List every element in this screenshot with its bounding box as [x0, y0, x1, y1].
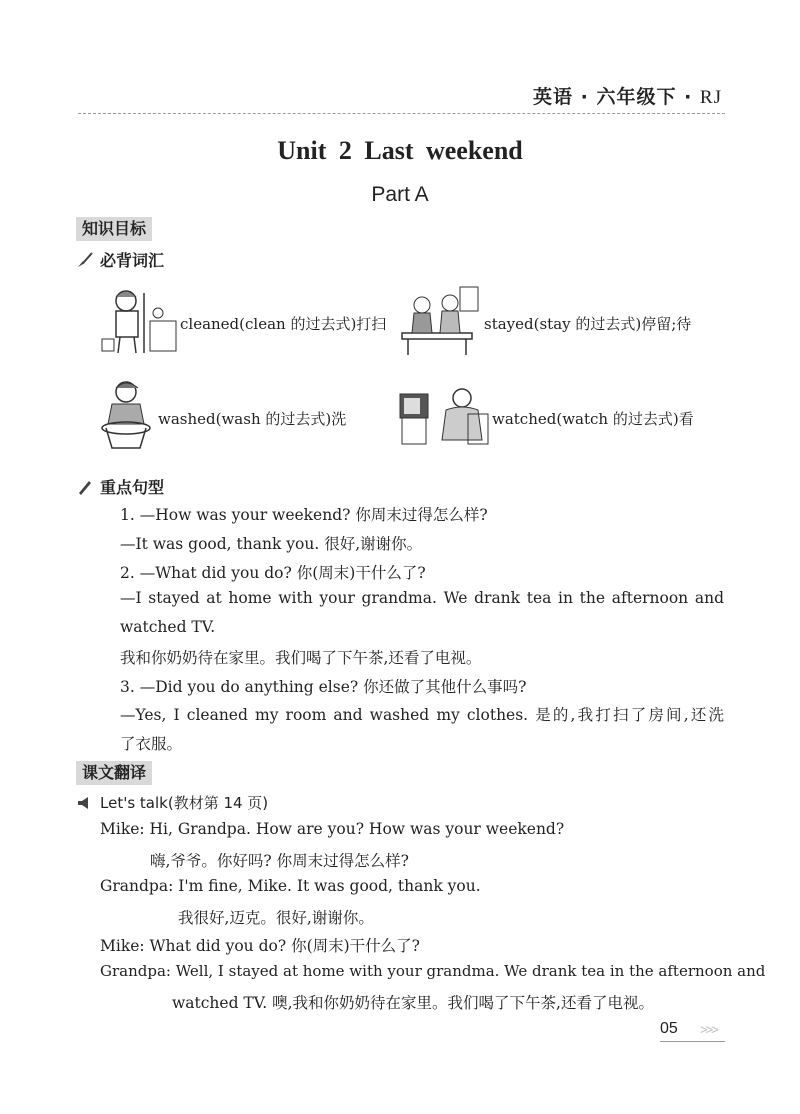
pen-icon — [76, 478, 94, 496]
sentence-3-answer-line2: 了衣服。 — [120, 735, 183, 753]
sentence-2-translation: 我和你奶奶待在家里。我们喝了下午茶,还看了电视。 — [120, 649, 482, 667]
washing-girl-illustration — [98, 378, 158, 453]
sentence-1-question: 1. —How was your weekend? 你周末过得怎么样? — [120, 506, 488, 524]
sentence-3-question: 3. —Did you do anything else? 你还做了其他什么事吗? — [120, 678, 527, 696]
vocab-heading-label: 必背词汇 — [100, 251, 165, 270]
talk-line-4-continued: watched TV. 噢,我和你奶奶待在家里。我们喝了下午茶,还看了电视。 — [172, 994, 654, 1012]
cleaning-girl-illustration — [100, 283, 180, 358]
family-at-home-illustration — [398, 283, 483, 358]
vocab-stayed: stayed(stay 的过去式)停留;待 — [484, 315, 692, 333]
sentence-heading-label: 重点句型 — [100, 478, 165, 497]
sentence-2-answer-line1: —I stayed at home with your grandma. We drank tea in the afternoon and — [120, 589, 724, 607]
page-number: 05 — [660, 1020, 678, 1037]
book-header — [533, 82, 722, 109]
sentence-1-answer: —It was good, thank you. 很好,谢谢你。 — [120, 535, 423, 553]
book-title: 英语 · 六年级下 · — [533, 86, 700, 108]
talk-line-2: Grandpa: I'm fine, Mike. It was good, thank you. — [100, 877, 481, 895]
brush-icon — [76, 251, 94, 269]
talk-line-2-translation: 我很好,迈克。很好,谢谢你。 — [178, 909, 374, 927]
book-edition: RJ — [699, 87, 722, 108]
sentence-3-answer-line1: —Yes, I cleaned my room and washed my clothes. 是的,我打扫了房间,还洗 — [120, 706, 724, 724]
talk-heading — [76, 792, 268, 813]
header-divider — [78, 113, 725, 114]
part-title: Part A — [371, 183, 429, 206]
talk-line-1-translation: 嗨,爷爷。你好吗? 你周末过得怎么样? — [150, 852, 409, 870]
page-number-underline — [660, 1041, 725, 1042]
unit-title: Unit 2 Last weekend — [277, 136, 523, 165]
talk-heading-label: Let's talk(教材第 14 页) — [100, 794, 269, 812]
section-knowledge: 知识目标 — [76, 217, 152, 241]
sentence-heading — [76, 475, 164, 498]
vocab-washed: washed(wash 的过去式)洗 — [158, 410, 347, 428]
sentence-2-question: 2. —What did you do? 你(周末)干什么了? — [120, 564, 426, 582]
talk-line-1: Mike: Hi, Grandpa. How are you? How was your weekend? — [100, 820, 565, 838]
sentence-2-answer-line2: watched TV. — [120, 618, 216, 636]
vocab-watched: watched(watch 的过去式)看 — [492, 410, 694, 428]
watching-tv-illustration — [398, 380, 490, 450]
section-translation: 课文翻译 — [76, 761, 152, 785]
vocab-heading — [76, 248, 164, 271]
vocab-cleaned: cleaned(clean 的过去式)打扫 — [180, 315, 387, 333]
talk-line-4: Grandpa: Well, I stayed at home with your grandma. We drank tea in the afternoon and — [100, 962, 766, 980]
talk-line-3: Mike: What did you do? 你(周末)干什么了? — [100, 937, 420, 955]
page-arrows: >>> — [700, 1022, 717, 1037]
megaphone-icon — [76, 794, 94, 812]
